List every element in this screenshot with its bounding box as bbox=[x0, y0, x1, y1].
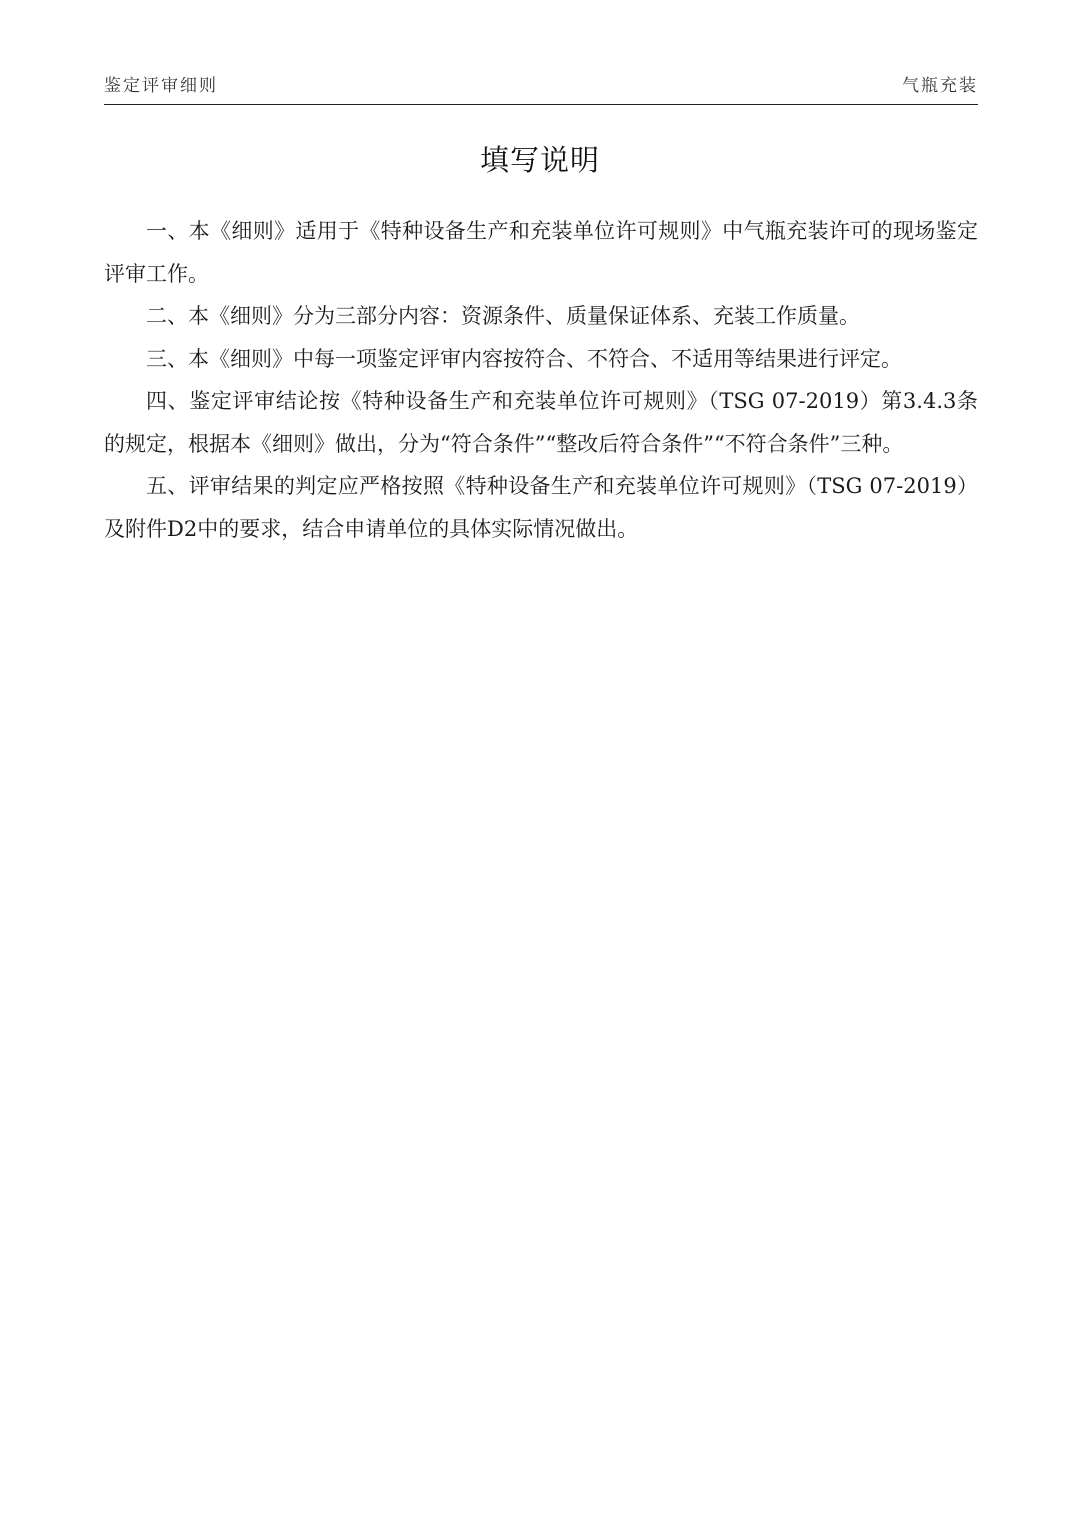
page-header bbox=[104, 74, 978, 105]
instruction-paragraph-2: 二、本《细则》分为三部分内容：资源条件、质量保证体系、充装工作质量。 bbox=[146, 304, 860, 328]
page-title: 填写说明 bbox=[479, 143, 600, 177]
instruction-paragraph-3: 三、本《细则》中每一项鉴定评审内容按符合、不符合、不适用等结果进行评定。 bbox=[146, 346, 902, 371]
instructions-body bbox=[104, 210, 978, 550]
header-document-name: 鉴定评审细则 bbox=[104, 76, 218, 96]
instruction-paragraph-1: 一、本《细则》适用于《特种设备生产和充装单位许可规则》中气瓶充装许可的现场鉴定评审工作。 bbox=[104, 219, 978, 286]
header-category: 气瓶充装 bbox=[902, 76, 978, 96]
instruction-paragraph-4: 四、鉴定评审结论按《特种设备生产和充装单位许可规则》（TSG 07-2019）第3.4.3条的规定，根据本《细则》做出，分为“符合条件”“整改后符合条件”“不符合条件”三种。 bbox=[104, 389, 978, 456]
instruction-paragraph-5: 五、评审结果的判定应严格按照《特种设备生产和充装单位许可规则》（TSG 07-2019）及附件D2中的要求，结合申请单位的具体实际情况做出。 bbox=[104, 474, 978, 541]
